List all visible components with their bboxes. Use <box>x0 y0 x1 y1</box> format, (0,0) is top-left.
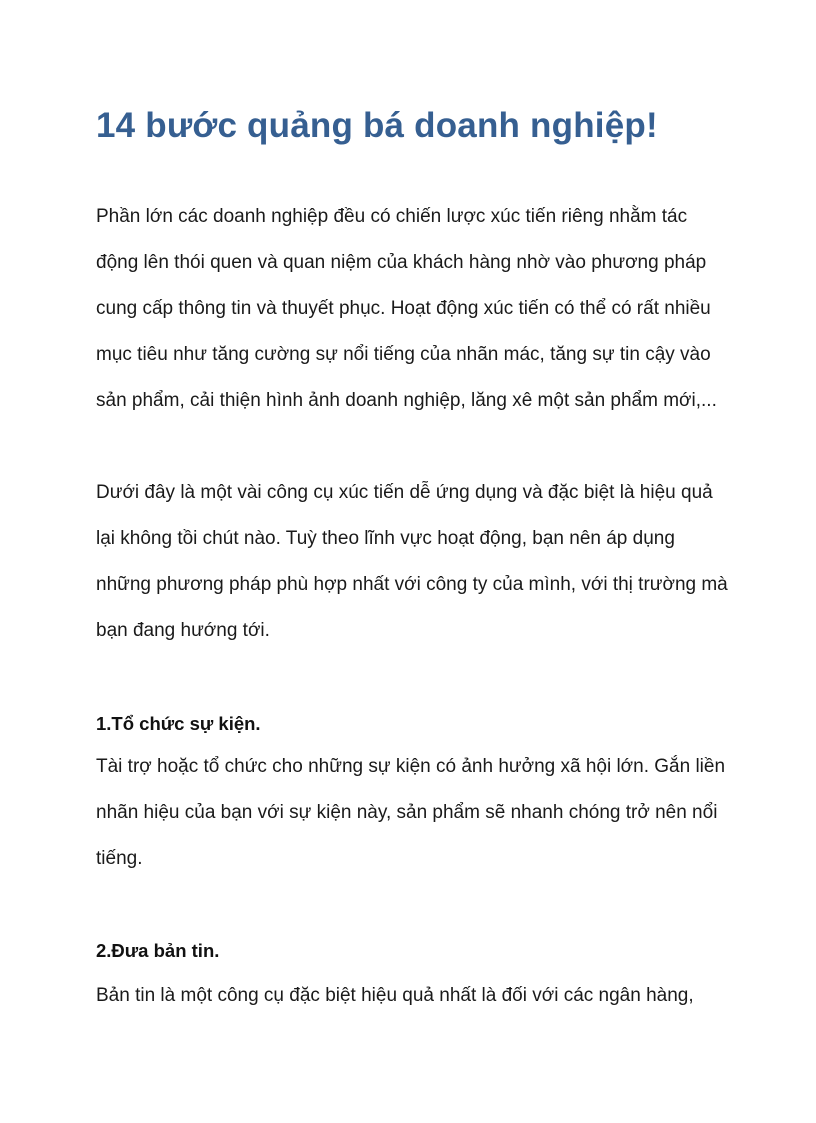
section-heading: 2.Đưa bản tin. <box>96 940 220 961</box>
paragraph-line: Phần lớn các doanh nghiệp đều có chiến lược xúc tiến riêng nhằm tác <box>96 206 688 227</box>
paragraph-line: Bản tin là một công cụ đặc biệt hiệu quả nhất là đối với các ngân hàng, <box>96 985 694 1006</box>
paragraph-line: nhãn hiệu của bạn với sự kiện này, sản phẩm sẽ nhanh chóng trở nên nổi <box>96 802 718 823</box>
paragraph-line: Dưới đây là một vài công cụ xúc tiến dễ ứng dụng và đặc biệt là hiệu quả <box>96 482 713 503</box>
section-heading: 1.Tổ chức sự kiện. <box>96 713 261 734</box>
paragraph-line: sản phẩm, cải thiện hình ảnh doanh nghiệp, lăng xê một sản phẩm mới,... <box>96 390 717 411</box>
paragraph-line: mục tiêu như tăng cường sự nổi tiếng của nhãn mác, tăng sự tin cậy vào <box>96 344 711 365</box>
document-title: 14 bước quảng bá doanh nghiệp! <box>96 106 658 145</box>
paragraph-line: bạn đang hướng tới. <box>96 620 270 641</box>
paragraph-line: những phương pháp phù hợp nhất với công ty của mình, với thị trường mà <box>96 574 728 595</box>
paragraph-line: tiếng. <box>96 848 143 869</box>
paragraph-line: cung cấp thông tin và thuyết phục. Hoạt động xúc tiến có thể có rất nhiều <box>96 298 711 319</box>
paragraph-line: động lên thói quen và quan niệm của khách hàng nhờ vào phương pháp <box>96 252 707 273</box>
paragraph-line: Tài trợ hoặc tổ chức cho những sự kiện có ảnh hưởng xã hội lớn. Gắn liền <box>96 756 726 777</box>
paragraph-line: lại không tồi chút nào. Tuỳ theo lĩnh vực hoạt động, bạn nên áp dụng <box>96 528 675 549</box>
